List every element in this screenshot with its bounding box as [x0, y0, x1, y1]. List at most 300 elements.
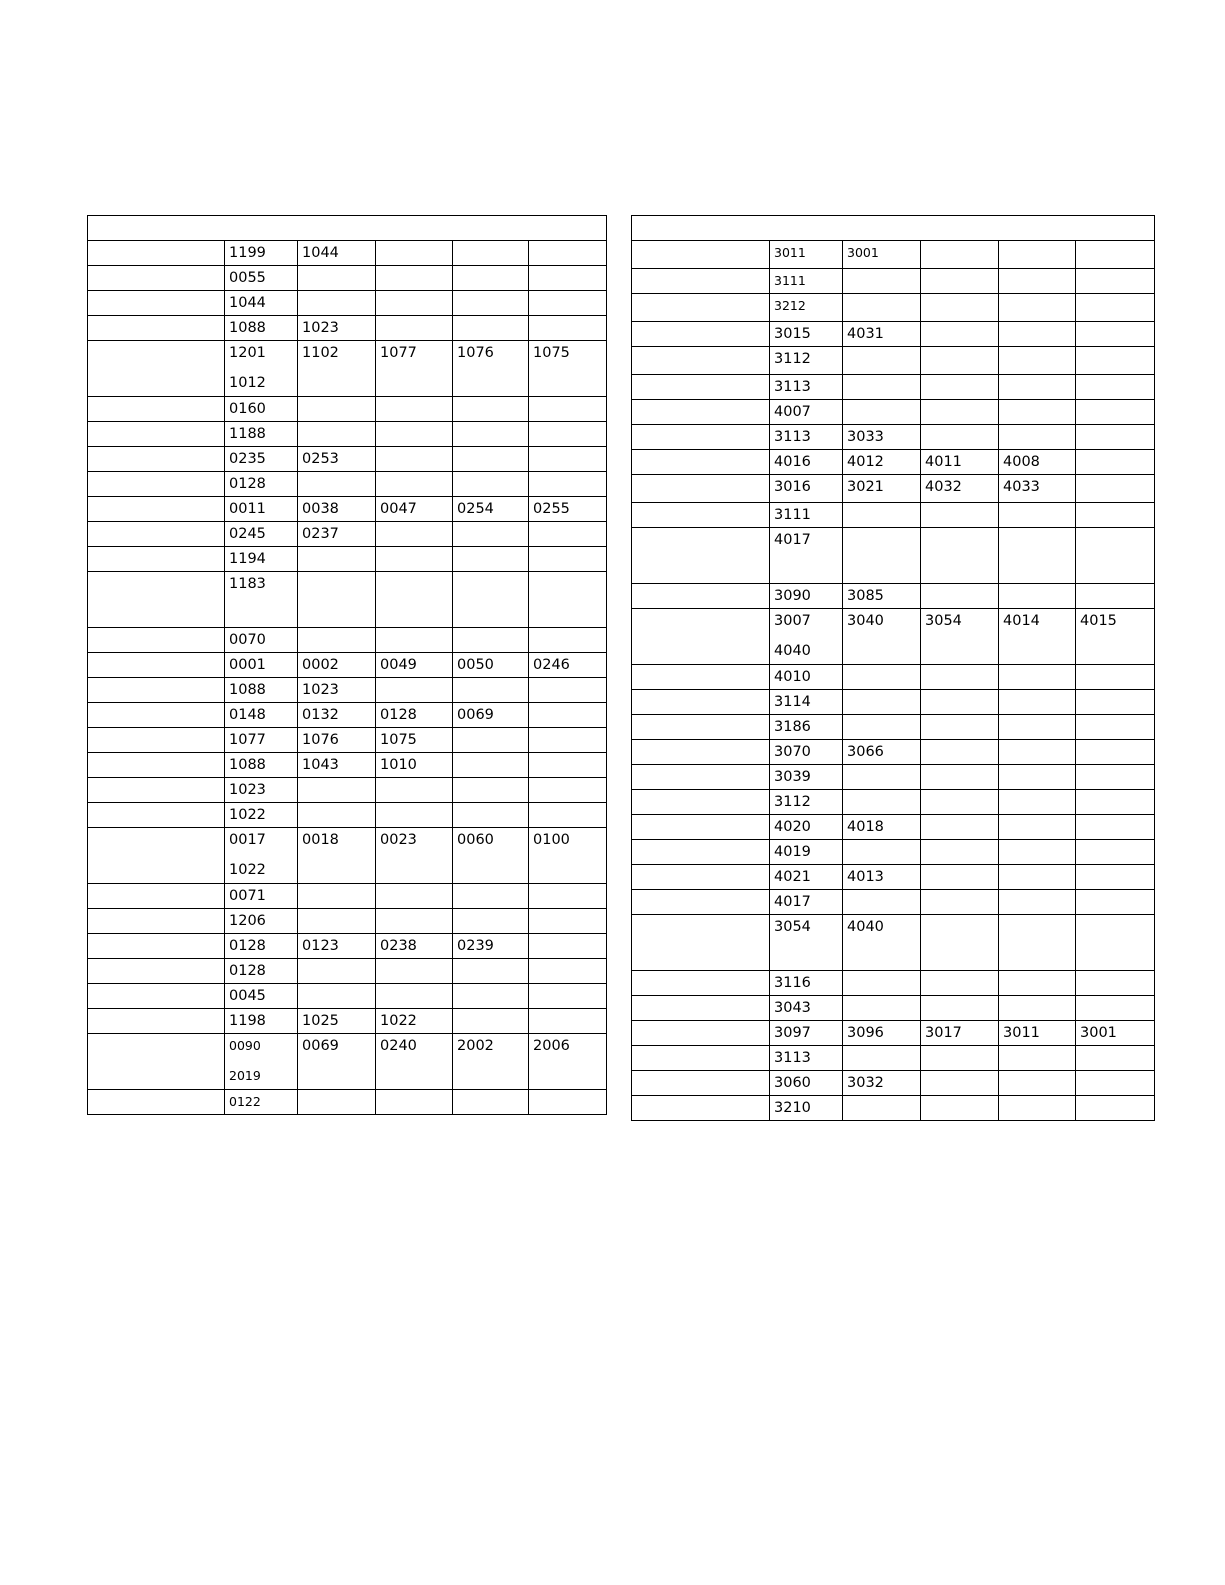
- code-cell: [376, 1009, 453, 1034]
- table-row: [88, 1034, 607, 1090]
- code-cell: [770, 765, 843, 790]
- code-cell: [376, 959, 453, 984]
- code-value: 4011: [925, 454, 962, 470]
- code-cell: [770, 503, 843, 528]
- code-value: 3116: [774, 975, 811, 991]
- code-cell: [376, 341, 453, 397]
- code-value: 1077: [380, 345, 417, 361]
- table-row: [632, 890, 1155, 915]
- row-label-cell: [632, 840, 770, 865]
- code-value: 1183: [229, 576, 266, 592]
- table-row: [88, 653, 607, 678]
- row-label-cell: [88, 472, 225, 497]
- code-cell: [999, 865, 1076, 890]
- code-value: 3043: [774, 1000, 811, 1016]
- code-cell: [770, 740, 843, 765]
- code-cell: [376, 728, 453, 753]
- code-value: 3054: [774, 919, 811, 935]
- code-cell: [1076, 715, 1155, 740]
- code-cell: [529, 959, 607, 984]
- code-cell: [453, 316, 529, 341]
- code-value: 4018: [847, 819, 884, 835]
- code-cell: [376, 316, 453, 341]
- code-value: 1023: [302, 320, 339, 336]
- code-value: 3011: [1003, 1025, 1040, 1041]
- code-cell: [921, 996, 999, 1021]
- code-cell: [225, 497, 298, 522]
- code-cell: [1076, 322, 1155, 347]
- code-value: 3085: [847, 588, 884, 604]
- code-cell: [999, 971, 1076, 996]
- code-value: 4007: [774, 404, 811, 420]
- code-cell: [453, 397, 529, 422]
- code-cell: [843, 1071, 921, 1096]
- table-row: [632, 1096, 1155, 1121]
- code-value: 0070: [229, 632, 266, 648]
- code-cell: [453, 266, 529, 291]
- code-cell: [225, 266, 298, 291]
- code-cell: [376, 447, 453, 472]
- code-cell: [376, 472, 453, 497]
- code-value: 3113: [774, 1050, 811, 1066]
- code-cell: [225, 472, 298, 497]
- code-cell: [376, 291, 453, 316]
- code-cell: [453, 934, 529, 959]
- code-cell: [770, 890, 843, 915]
- table-row: [88, 984, 607, 1009]
- code-cell: [843, 322, 921, 347]
- table-row: [88, 1009, 607, 1034]
- table-row: [88, 472, 607, 497]
- code-cell: [770, 815, 843, 840]
- code-cell: [999, 450, 1076, 475]
- code-cell: [376, 909, 453, 934]
- code-value: 0050: [457, 657, 494, 673]
- code-value: 3060: [774, 1075, 811, 1091]
- code-cell: [770, 347, 843, 375]
- code-value: 3113: [774, 429, 811, 445]
- row-label-cell: [88, 241, 225, 266]
- row-label-cell: [88, 678, 225, 703]
- code-cell: [225, 909, 298, 934]
- code-cell: [999, 475, 1076, 503]
- code-cell: [921, 294, 999, 322]
- row-label-cell: [632, 425, 770, 450]
- code-cell: [225, 1009, 298, 1034]
- code-cell: [843, 375, 921, 400]
- code-cell: [999, 294, 1076, 322]
- code-cell: [770, 400, 843, 425]
- code-cell: [298, 522, 376, 547]
- code-cell: [225, 1090, 298, 1115]
- code-value: 0235: [229, 451, 266, 467]
- row-label-cell: [88, 628, 225, 653]
- code-cell: [225, 803, 298, 828]
- code-cell: [843, 347, 921, 375]
- code-cell: [225, 547, 298, 572]
- code-value: 1088: [229, 757, 266, 773]
- code-value: 3033: [847, 429, 884, 445]
- code-cell: [1076, 1021, 1155, 1046]
- code-cell: [529, 422, 607, 447]
- code-cell: [1076, 665, 1155, 690]
- code-value: 0132: [302, 707, 339, 723]
- table-row: [88, 703, 607, 728]
- code-cell: [921, 740, 999, 765]
- code-cell: [921, 1021, 999, 1046]
- code-cell: [298, 909, 376, 934]
- code-value: 1044: [229, 295, 266, 311]
- code-cell: [1076, 971, 1155, 996]
- code-cell: [298, 497, 376, 522]
- code-cell: [843, 425, 921, 450]
- code-cell: [453, 803, 529, 828]
- code-cell: [298, 422, 376, 447]
- code-value: 1077: [229, 732, 266, 748]
- code-cell: [529, 316, 607, 341]
- table-row: [632, 665, 1155, 690]
- code-table-left: [87, 215, 607, 1115]
- code-cell: [921, 450, 999, 475]
- code-cell: [529, 572, 607, 628]
- table-row: [632, 1046, 1155, 1071]
- code-cell: [999, 528, 1076, 584]
- code-cell: [843, 715, 921, 740]
- code-value: 4020: [774, 819, 811, 835]
- code-value: 2019: [229, 1068, 261, 1083]
- code-value: 3186: [774, 719, 811, 735]
- code-cell: [225, 828, 298, 884]
- code-value: 0060: [457, 832, 494, 848]
- code-value: 3112: [774, 351, 811, 367]
- code-value: 0239: [457, 938, 494, 954]
- code-cell: [529, 753, 607, 778]
- code-cell: [376, 522, 453, 547]
- code-cell: [376, 934, 453, 959]
- code-value: 0128: [229, 938, 266, 954]
- code-cell: [843, 294, 921, 322]
- code-value: 0018: [302, 832, 339, 848]
- code-cell: [843, 740, 921, 765]
- code-cell: [999, 690, 1076, 715]
- table-row: [88, 447, 607, 472]
- code-cell: [999, 1071, 1076, 1096]
- code-cell: [999, 665, 1076, 690]
- code-cell: [453, 1090, 529, 1115]
- code-cell: [225, 628, 298, 653]
- row-label-cell: [88, 422, 225, 447]
- code-value: 1201: [229, 345, 266, 361]
- code-cell: [225, 884, 298, 909]
- code-cell: [529, 984, 607, 1009]
- table-row: [632, 690, 1155, 715]
- row-label-cell: [88, 316, 225, 341]
- code-value: 0253: [302, 451, 339, 467]
- code-cell: [529, 653, 607, 678]
- code-cell: [1076, 609, 1155, 665]
- code-value: 0245: [229, 526, 266, 542]
- code-cell: [453, 497, 529, 522]
- code-cell: [999, 996, 1076, 1021]
- code-cell: [529, 934, 607, 959]
- code-value: 4010: [774, 669, 811, 685]
- code-cell: [453, 828, 529, 884]
- code-cell: [1076, 269, 1155, 294]
- code-value: 1188: [229, 426, 266, 442]
- code-value: 2002: [457, 1038, 494, 1054]
- table-row: [632, 322, 1155, 347]
- code-cell: [843, 890, 921, 915]
- code-cell: [529, 884, 607, 909]
- row-label-cell: [88, 1090, 225, 1115]
- code-cell: [999, 790, 1076, 815]
- code-cell: [770, 840, 843, 865]
- code-cell: [453, 984, 529, 1009]
- table-row: [88, 884, 607, 909]
- code-cell: [1076, 294, 1155, 322]
- code-cell: [770, 715, 843, 740]
- table-row: [88, 397, 607, 422]
- row-label-cell: [632, 790, 770, 815]
- code-value: 0246: [533, 657, 570, 673]
- code-cell: [225, 753, 298, 778]
- table-row: [632, 1021, 1155, 1046]
- code-cell: [529, 828, 607, 884]
- code-cell: [453, 628, 529, 653]
- code-cell: [225, 728, 298, 753]
- code-cell: [453, 422, 529, 447]
- code-value: 0017: [229, 832, 266, 848]
- row-label-cell: [88, 753, 225, 778]
- row-label-cell: [632, 1096, 770, 1121]
- code-cell: [1076, 1046, 1155, 1071]
- table-row: [88, 728, 607, 753]
- code-cell: [843, 475, 921, 503]
- code-cell: [843, 765, 921, 790]
- code-cell: [376, 884, 453, 909]
- code-value: 0045: [229, 988, 266, 1004]
- row-label-cell: [632, 609, 770, 665]
- code-cell: [225, 1034, 298, 1090]
- code-value: 3007: [774, 613, 811, 629]
- code-cell: [1076, 241, 1155, 269]
- code-cell: [453, 1034, 529, 1090]
- code-cell: [770, 1021, 843, 1046]
- code-cell: [376, 497, 453, 522]
- table-row: [88, 572, 607, 628]
- code-cell: [770, 584, 843, 609]
- code-cell: [376, 984, 453, 1009]
- code-value: 0038: [302, 501, 339, 517]
- code-value: 1012: [229, 375, 266, 391]
- code-value: 0148: [229, 707, 266, 723]
- code-cell: [298, 934, 376, 959]
- code-cell: [921, 865, 999, 890]
- code-cell: [225, 984, 298, 1009]
- code-cell: [770, 609, 843, 665]
- table-row: [632, 475, 1155, 503]
- code-value: 4032: [925, 479, 962, 495]
- code-value: 1088: [229, 320, 266, 336]
- table-row: [88, 778, 607, 803]
- row-label-cell: [88, 547, 225, 572]
- code-cell: [999, 347, 1076, 375]
- code-cell: [1076, 765, 1155, 790]
- code-cell: [1076, 503, 1155, 528]
- code-cell: [298, 984, 376, 1009]
- table-row: [88, 628, 607, 653]
- code-value: 1023: [229, 782, 266, 798]
- code-value: 3017: [925, 1025, 962, 1041]
- code-cell: [1076, 840, 1155, 865]
- code-value: 3090: [774, 588, 811, 604]
- row-label-cell: [632, 400, 770, 425]
- code-value: 3054: [925, 613, 962, 629]
- code-cell: [1076, 865, 1155, 890]
- code-value: 3032: [847, 1075, 884, 1091]
- code-cell: [298, 828, 376, 884]
- table-row: [632, 865, 1155, 890]
- row-label-cell: [88, 266, 225, 291]
- code-cell: [529, 241, 607, 266]
- code-cell: [376, 241, 453, 266]
- table-header-cell: [88, 216, 607, 241]
- code-cell: [376, 803, 453, 828]
- code-cell: [843, 1096, 921, 1121]
- code-cell: [453, 909, 529, 934]
- code-value: 0090: [229, 1038, 261, 1053]
- code-value: 0128: [380, 707, 417, 723]
- code-value: 1044: [302, 245, 339, 261]
- row-label-cell: [88, 522, 225, 547]
- code-value: 4031: [847, 326, 884, 342]
- row-label-cell: [632, 971, 770, 996]
- code-cell: [225, 316, 298, 341]
- code-value: 0128: [229, 476, 266, 492]
- row-label-cell: [632, 475, 770, 503]
- code-cell: [453, 572, 529, 628]
- code-cell: [921, 1071, 999, 1096]
- code-cell: [376, 778, 453, 803]
- code-cell: [770, 425, 843, 450]
- code-cell: [843, 450, 921, 475]
- code-cell: [453, 884, 529, 909]
- code-cell: [921, 890, 999, 915]
- code-cell: [843, 690, 921, 715]
- code-cell: [529, 291, 607, 316]
- code-cell: [1076, 375, 1155, 400]
- row-label-cell: [88, 497, 225, 522]
- code-cell: [921, 503, 999, 528]
- table-row: [88, 909, 607, 934]
- code-cell: [529, 778, 607, 803]
- code-cell: [843, 665, 921, 690]
- code-cell: [921, 425, 999, 450]
- code-cell: [921, 322, 999, 347]
- table-row: [632, 269, 1155, 294]
- code-cell: [770, 865, 843, 890]
- code-cell: [529, 728, 607, 753]
- code-cell: [225, 572, 298, 628]
- row-label-cell: [632, 1071, 770, 1096]
- code-cell: [1076, 915, 1155, 971]
- row-label-cell: [632, 915, 770, 971]
- code-cell: [529, 472, 607, 497]
- code-cell: [1076, 475, 1155, 503]
- code-cell: [529, 522, 607, 547]
- row-label-cell: [88, 291, 225, 316]
- code-cell: [999, 425, 1076, 450]
- table-row: [632, 1071, 1155, 1096]
- table-row: [88, 266, 607, 291]
- row-label-cell: [88, 703, 225, 728]
- code-value: 4014: [1003, 613, 1040, 629]
- table-row: [632, 450, 1155, 475]
- code-cell: [999, 322, 1076, 347]
- code-cell: [999, 609, 1076, 665]
- table-row: [632, 375, 1155, 400]
- code-cell: [298, 472, 376, 497]
- code-cell: [453, 447, 529, 472]
- table-row: [88, 497, 607, 522]
- row-label-cell: [88, 959, 225, 984]
- table-row: [632, 840, 1155, 865]
- code-cell: [225, 397, 298, 422]
- row-label-cell: [88, 778, 225, 803]
- code-value: 0238: [380, 938, 417, 954]
- code-cell: [453, 678, 529, 703]
- code-cell: [376, 628, 453, 653]
- table-row: [632, 503, 1155, 528]
- code-cell: [999, 375, 1076, 400]
- code-cell: [921, 915, 999, 971]
- row-label-cell: [88, 1009, 225, 1034]
- row-label-cell: [88, 828, 225, 884]
- code-cell: [529, 803, 607, 828]
- row-label-cell: [632, 294, 770, 322]
- code-cell: [843, 584, 921, 609]
- table-row: [632, 765, 1155, 790]
- code-cell: [453, 959, 529, 984]
- code-cell: [529, 678, 607, 703]
- code-cell: [298, 1009, 376, 1034]
- code-cell: [298, 803, 376, 828]
- code-cell: [529, 397, 607, 422]
- code-cell: [225, 291, 298, 316]
- code-cell: [1076, 400, 1155, 425]
- code-cell: [453, 1009, 529, 1034]
- code-value: 3111: [774, 507, 811, 523]
- code-value: 0071: [229, 888, 266, 904]
- code-value: 1023: [302, 682, 339, 698]
- table-row: [88, 422, 607, 447]
- row-label-cell: [632, 503, 770, 528]
- row-label-cell: [632, 740, 770, 765]
- code-cell: [999, 840, 1076, 865]
- code-value: 3212: [774, 298, 806, 313]
- code-cell: [999, 715, 1076, 740]
- code-cell: [298, 572, 376, 628]
- code-value: 3114: [774, 694, 811, 710]
- code-value: 3001: [1080, 1025, 1117, 1041]
- code-cell: [453, 241, 529, 266]
- code-value: 3016: [774, 479, 811, 495]
- row-label-cell: [88, 572, 225, 628]
- code-cell: [529, 447, 607, 472]
- code-value: 0237: [302, 526, 339, 542]
- code-cell: [298, 653, 376, 678]
- code-cell: [529, 1090, 607, 1115]
